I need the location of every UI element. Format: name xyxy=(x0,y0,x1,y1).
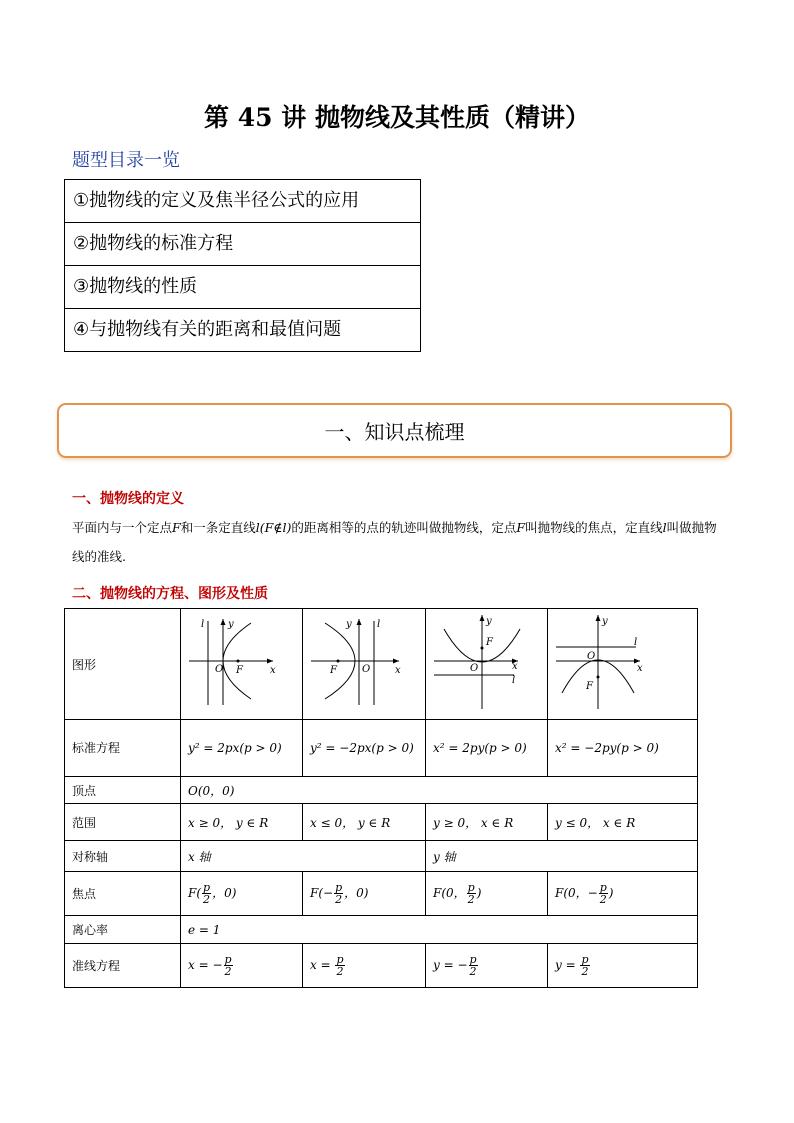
svg-text:l: l xyxy=(377,619,381,630)
equation-cell: x² = −2py(p > 0) xyxy=(548,720,698,777)
equation-cell: y² = 2px(p > 0) xyxy=(181,720,303,777)
toc-heading: 题型目录一览 xyxy=(72,150,180,171)
svg-text:y: y xyxy=(228,619,234,630)
svg-text:F: F xyxy=(330,665,337,676)
range-cell: y ≤ 0， x ∈ R xyxy=(548,804,698,841)
svg-text:l: l xyxy=(512,675,516,686)
directrix-cell: y = $\frac{p}{2}$ xyxy=(548,944,698,988)
axis-cell: y 轴 xyxy=(426,841,698,872)
row-label-equation: 标准方程 xyxy=(65,720,181,777)
svg-text:x: x xyxy=(270,665,276,676)
svg-text:F: F xyxy=(586,681,593,692)
graph-right xyxy=(181,609,303,720)
properties-table xyxy=(64,608,698,988)
svg-text:x: x xyxy=(512,661,518,672)
definition-paragraph: 平面内与一个定点F和一条定直线l(F∉l)的距离相等的点的轨迹叫做抛物线，定点F叫抛物线的焦点，定直线l叫做抛物线的准线. xyxy=(72,520,717,564)
graph-up xyxy=(426,609,548,720)
row-label-vertex: 顶点 xyxy=(65,777,181,804)
svg-text:O: O xyxy=(587,651,596,662)
svg-text:l: l xyxy=(201,619,205,630)
row-label-focus: 焦点 xyxy=(65,872,181,916)
directrix-cell: y = − $\frac{p}{2}$ xyxy=(426,944,548,988)
focus-cell: F(− $\frac{p}{2}$ ，0) xyxy=(303,872,426,916)
range-cell: x ≥ 0， y ∈ R xyxy=(181,804,303,841)
svg-text:y: y xyxy=(346,619,352,630)
svg-text:F: F xyxy=(486,637,493,648)
svg-text:F: F xyxy=(236,665,243,676)
row-label-eccentricity: 离心率 xyxy=(65,916,181,944)
toc-item[interactable]: ③抛物线的性质 xyxy=(65,266,421,309)
toc-table xyxy=(64,179,421,352)
toc-item[interactable]: ④与抛物线有关的距离和最值问题 xyxy=(65,309,421,352)
range-cell: y ≥ 0， x ∈ R xyxy=(426,804,548,841)
directrix-cell: x = $\frac{p}{2}$ xyxy=(303,944,426,988)
equation-cell: x² = 2py(p > 0) xyxy=(426,720,548,777)
axis-cell: x 轴 xyxy=(181,841,426,872)
row-label-axis: 对称轴 xyxy=(65,841,181,872)
row-label-directrix: 准线方程 xyxy=(65,944,181,988)
graph-down xyxy=(548,609,698,720)
directrix-cell: x = − $\frac{p}{2}$ xyxy=(181,944,303,988)
toc-item[interactable]: ①抛物线的定义及焦半径公式的应用 xyxy=(65,180,421,223)
section2-heading: 二、抛物线的方程、图形及性质 xyxy=(72,586,268,602)
toc-item[interactable]: ②抛物线的标准方程 xyxy=(65,223,421,266)
focus-cell: F( $\frac{p}{2}$ ，0) xyxy=(181,872,303,916)
graph-left xyxy=(303,609,426,720)
page-title: 第 45 讲 抛物线及其性质（精讲） xyxy=(204,103,590,132)
section-banner: 一、知识点梳理 xyxy=(57,403,732,458)
svg-text:O: O xyxy=(362,664,371,675)
section1-heading: 一、抛物线的定义 xyxy=(72,491,184,507)
focus-cell: F(0，− $\frac{p}{2}$ ) xyxy=(548,872,698,916)
svg-text:O: O xyxy=(470,663,479,674)
focus-cell: F(0， $\frac{p}{2}$ ) xyxy=(426,872,548,916)
svg-text:O: O xyxy=(215,664,224,675)
range-cell: x ≤ 0， y ∈ R xyxy=(303,804,426,841)
vertex-cell: O(0，0) xyxy=(181,777,698,804)
svg-text:l: l xyxy=(634,637,638,648)
svg-text:y: y xyxy=(486,616,492,627)
row-label-range: 范围 xyxy=(65,804,181,841)
equation-cell: y² = −2px(p > 0) xyxy=(303,720,426,777)
svg-text:x: x xyxy=(637,663,643,674)
svg-text:y: y xyxy=(602,616,608,627)
svg-text:x: x xyxy=(395,665,401,676)
row-label-figure: 图形 xyxy=(65,609,181,720)
eccentricity-cell: e = 1 xyxy=(181,916,698,944)
